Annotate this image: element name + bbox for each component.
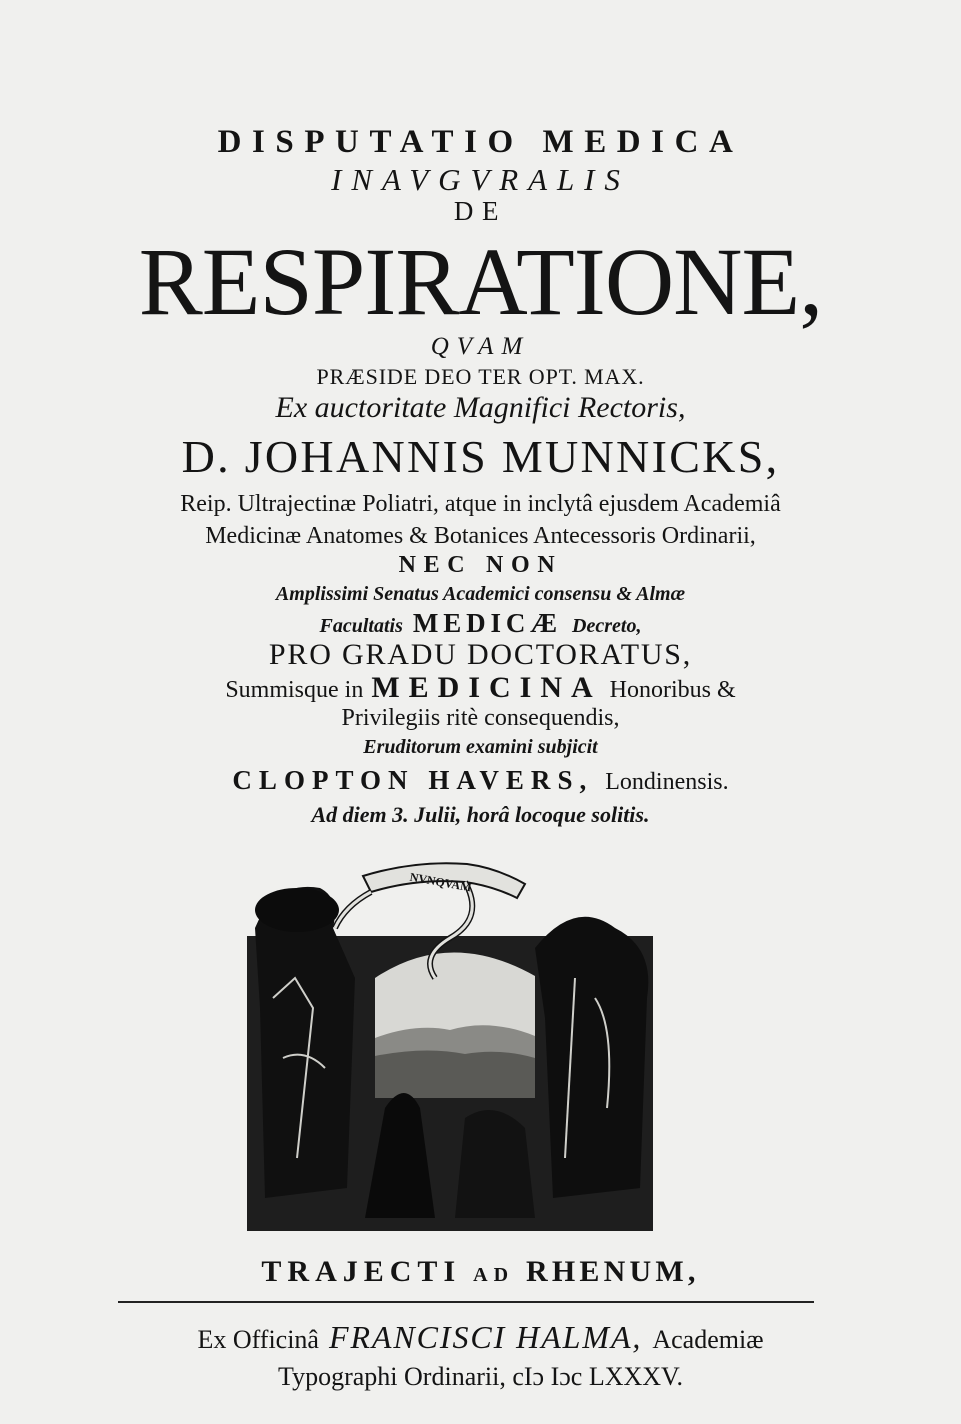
ad-diem-line: Ad diem 3. Julii, horâ locoque solitis. (311, 802, 650, 827)
quam-line: QVAM (430, 333, 531, 360)
rector-title-line1: Reip. Ultrajectinæ Poliatri, atque in inclytâ ejusdem Academiâ (180, 491, 781, 517)
facultatis-post: Decreto, (572, 615, 642, 637)
printer-line (0, 1319, 961, 1356)
summis-line (0, 671, 961, 705)
heading-de: DE (453, 196, 508, 226)
rector-name: D. JOHANNIS MUNNICKS, (181, 431, 780, 482)
printers-device-woodcut (235, 858, 665, 1236)
place-trajecti: TRAJECTI (261, 1255, 462, 1288)
nec-non: NEC NON (398, 552, 563, 578)
eruditorum-line: Eruditorum examini subjicit (363, 736, 598, 758)
facultatis-medicae: MEDICÆ (412, 608, 563, 638)
facultatis-pre: Facultatis (319, 615, 403, 637)
summis-medicina: MEDICINA (371, 671, 602, 704)
privilegiis-line: Privilegiis ritè consequendis, (341, 705, 620, 731)
printer-pre: Ex Officinâ (197, 1325, 319, 1354)
summis-post: Honoribus & (609, 677, 736, 703)
printer-post: Academiæ (652, 1325, 764, 1354)
author-name: CLOPTON HAVERS, (232, 765, 594, 795)
summis-pre: Summisque in (225, 677, 364, 703)
imprint-rule (118, 1301, 814, 1303)
place-rhenum: RHENUM, (526, 1255, 700, 1288)
banner-motto: NVNQVAM (408, 869, 473, 895)
place-line (0, 1255, 961, 1289)
senatus-line: Amplissimi Senatus Academici consensu & Almæ (275, 583, 686, 605)
printer-name: FRANCISCI HALMA, (328, 1319, 643, 1355)
rector-title-line2: Medicinæ Anatomes & Botanices Antecessoris Ordinarii, (205, 523, 756, 549)
pro-gradu-line: PRO GRADU DOCTORATUS, (268, 638, 693, 671)
main-title: RESPIRATIONE, (138, 228, 823, 335)
facultatis-line (0, 608, 961, 639)
place-ad: AD (473, 1264, 515, 1286)
heading-disputatio: DISPUTATIO MEDICA (217, 124, 744, 160)
heading-inauguralis: INAVGVRALIS (331, 162, 630, 197)
author-line (0, 765, 961, 796)
praeside-line: PRÆSIDE DEO TER OPT. MAX. (316, 364, 645, 389)
imprint-line: Typographi Ordinarii, cIɔ Iɔc LXXXV. (278, 1362, 683, 1391)
author-origin: Londinensis. (605, 769, 729, 795)
auctoritate-line: Ex auctoritate Magnifici Rectoris, (275, 391, 686, 424)
